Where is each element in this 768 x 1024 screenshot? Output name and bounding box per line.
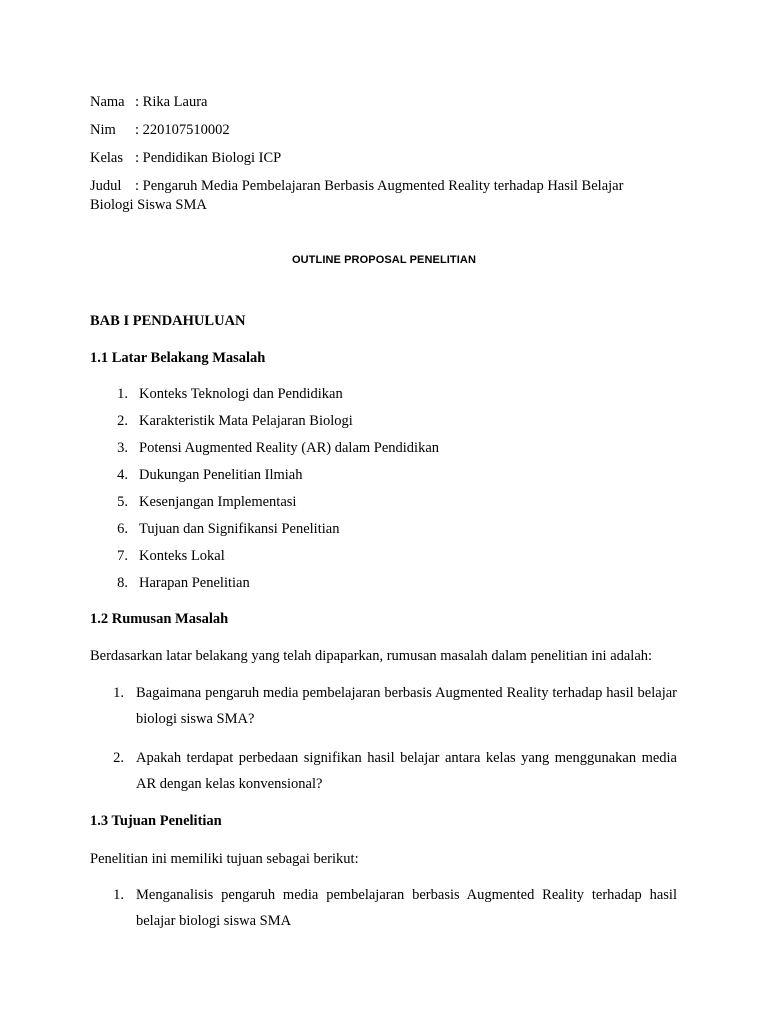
list-number: 3. bbox=[117, 440, 128, 456]
section-heading-1-1: 1.1 Latar Belakang Masalah bbox=[90, 350, 266, 366]
judul-label: Judul bbox=[90, 178, 122, 194]
list-text: Tujuan dan Signifikansi Penelitian bbox=[139, 521, 340, 537]
list-number: 2. bbox=[117, 413, 128, 429]
nim-row bbox=[90, 122, 230, 139]
tujuan-intro: Penelitian ini memiliki tujuan sebagai berikut: bbox=[90, 851, 359, 867]
list-text: Harapan Penelitian bbox=[139, 575, 250, 591]
list-number: 1. bbox=[113, 685, 124, 701]
list-text: Menganalisis pengaruh media pembelajaran berbasis Augmented Reality terhadap hasil belajar biologi siswa SMA bbox=[136, 887, 677, 929]
list-text: Konteks Lokal bbox=[139, 548, 225, 564]
list-number: 2. bbox=[113, 750, 124, 766]
nama-label: Nama bbox=[90, 94, 125, 110]
list-number: 1. bbox=[117, 386, 128, 402]
kelas-row bbox=[90, 150, 281, 167]
list-number: 8. bbox=[117, 575, 128, 591]
list-text: Dukungan Penelitian Ilmiah bbox=[139, 467, 303, 483]
judul-continuation: Biologi Siswa SMA bbox=[90, 197, 207, 213]
nama-value: : Rika Laura bbox=[135, 94, 208, 110]
section-heading-1-2: 1.2 Rumusan Masalah bbox=[90, 611, 229, 627]
list-text: Kesenjangan Implementasi bbox=[139, 494, 297, 510]
nim-label: Nim bbox=[90, 122, 116, 138]
list-number: 6. bbox=[117, 521, 128, 537]
judul-row bbox=[90, 178, 623, 195]
section-heading-1-3: 1.3 Tujuan Penelitian bbox=[90, 813, 222, 829]
list-text: Apakah terdapat perbedaan signifikan hasil belajar antara kelas yang menggunakan media AR dengan kelas konvensional? bbox=[136, 750, 677, 792]
chapter-heading: BAB I PENDAHULUAN bbox=[90, 313, 246, 329]
list-number: 7. bbox=[117, 548, 128, 564]
rumusan-intro: Berdasarkan latar belakang yang telah dipaparkan, rumusan masalah dalam penelitian ini adalah: bbox=[90, 648, 653, 664]
list-number: 4. bbox=[117, 467, 128, 483]
list-number: 1. bbox=[113, 887, 124, 903]
list-text: Bagaimana pengaruh media pembelajaran berbasis Augmented Reality terhadap hasil belajar biologi siswa SMA? bbox=[136, 685, 677, 727]
kelas-label: Kelas bbox=[90, 150, 124, 166]
kelas-value: : Pendidikan Biologi ICP bbox=[135, 150, 282, 166]
judul-value: : Pengaruh Media Pembelajaran Berbasis Augmented Reality terhadap Hasil Belajar bbox=[135, 178, 624, 194]
document-title: OUTLINE PROPOSAL PENELITIAN bbox=[291, 254, 476, 266]
list-text: Potensi Augmented Reality (AR) dalam Pendidikan bbox=[139, 440, 440, 456]
list-text: Karakteristik Mata Pelajaran Biologi bbox=[139, 413, 353, 429]
list-number: 5. bbox=[117, 494, 128, 510]
nim-value: : 220107510002 bbox=[135, 122, 230, 138]
list-text: Konteks Teknologi dan Pendidikan bbox=[139, 386, 343, 402]
nama-row bbox=[90, 94, 207, 111]
